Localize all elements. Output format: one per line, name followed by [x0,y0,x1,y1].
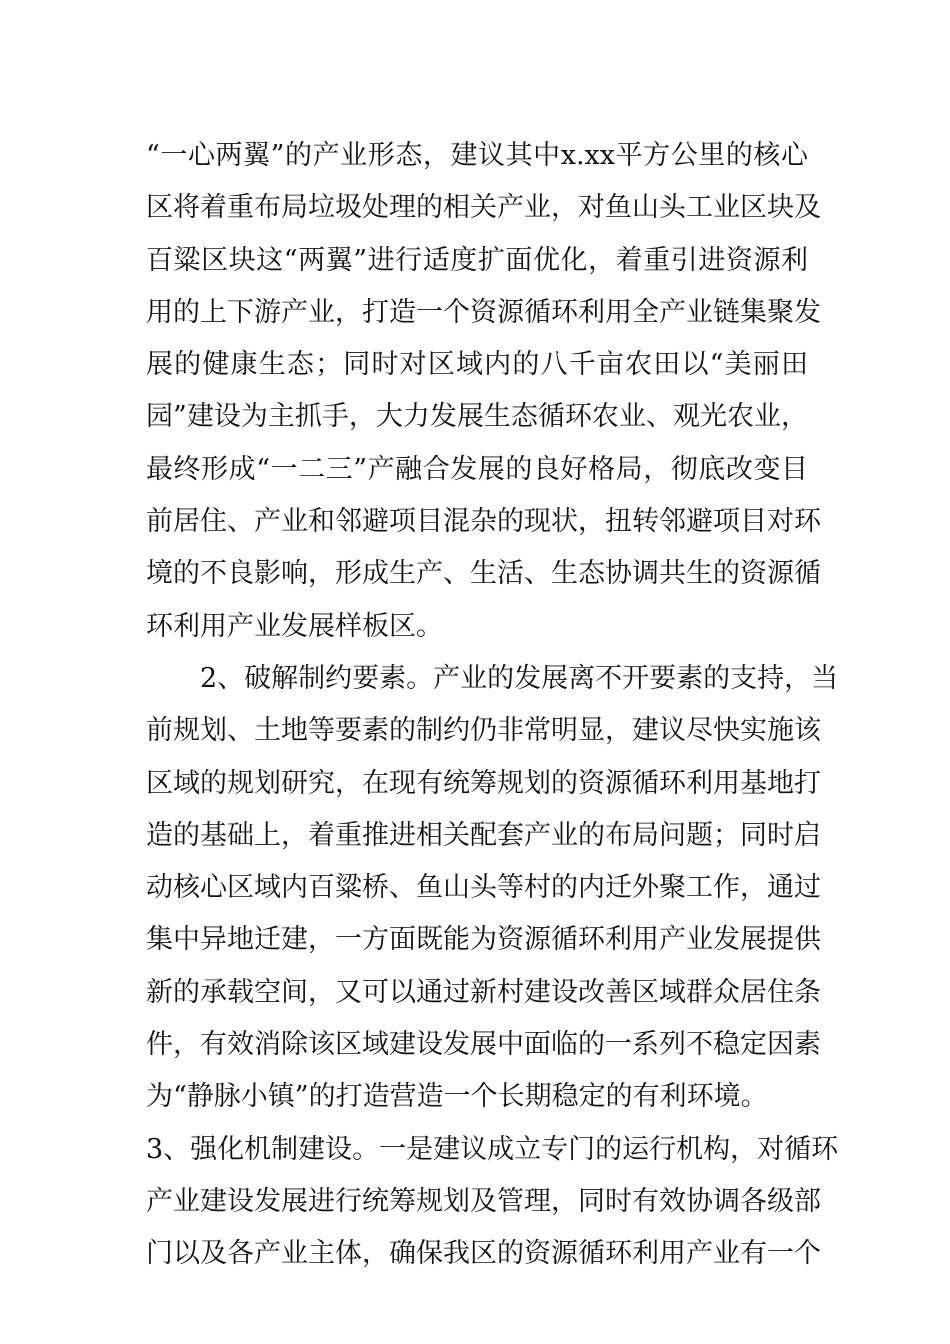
text-line: 用的上下游产业，打造一个资源循环利用全产业链集聚发 [146,296,821,328]
text-line: 园”建设为主抓手，大力发展生态循环农业、观光农业， [146,401,808,433]
text-line: 百粱区块这“两翼”进行适度扩面优化，着重引进资源利 [146,244,808,276]
text-line: 展的健康生态；同时对区域内的八千亩农田以“美丽田 [146,349,808,381]
text-line: 件，有效消除该区域建设发展中面临的一系列不稳定因素 [146,1029,821,1061]
text-line: 前规划、土地等要素的制约仍非常明显，建议尽快实施该 [146,715,821,747]
text-line: 最终形成“一二三”产融合发展的良好格局，彻底改变目 [146,453,808,485]
text-line: 产业建设发展进行统筹规划及管理，同时有效协调各级部 [146,1185,821,1217]
text-line: “一心两翼”的产业形态，建议其中x.xx平方公里的核心 [146,140,808,171]
text-line: 门以及各产业主体，确保我区的资源循环利用产业有一个 [146,1238,821,1270]
text-line: 境的不良影响，形成生产、生活、生态协调共生的资源循 [146,558,821,590]
document-body [146,130,839,1281]
text-line: 区将着重布局垃圾处理的相关产业，对鱼山头工业区块及 [146,192,821,224]
section-2-heading-line: 2、破解制约要素。产业的发展离不开要素的支持，当 [200,662,839,694]
text-line: 集中异地迁建，一方面既能为资源循环利用产业发展提供 [146,924,821,956]
text-line: 造的基础上，着重推进相关配套产业的布局问题；同时启 [146,819,821,851]
paragraph-end-line: 为“静脉小镇”的打造营造一个长期稳定的有利环境。 [146,1081,768,1113]
text-line: 前居住、产业和邻避项目混杂的现状，扭转邻避项目对环 [146,506,821,538]
text-line: 新的承载空间，又可以通过新村建设改善区域群众居住条 [146,976,821,1008]
section-3-heading-line: 3、强化机制建设。一是建议成立专门的运行机构，对循环 [146,1133,839,1165]
paragraph-end-line: 环利用产业发展样板区。 [146,610,443,642]
text-line: 区域的规划研究，在现有统筹规划的资源循环利用基地打 [146,767,821,799]
text-line: 动核心区域内百粱桥、鱼山头等村的内迁外聚工作，通过 [146,872,821,904]
